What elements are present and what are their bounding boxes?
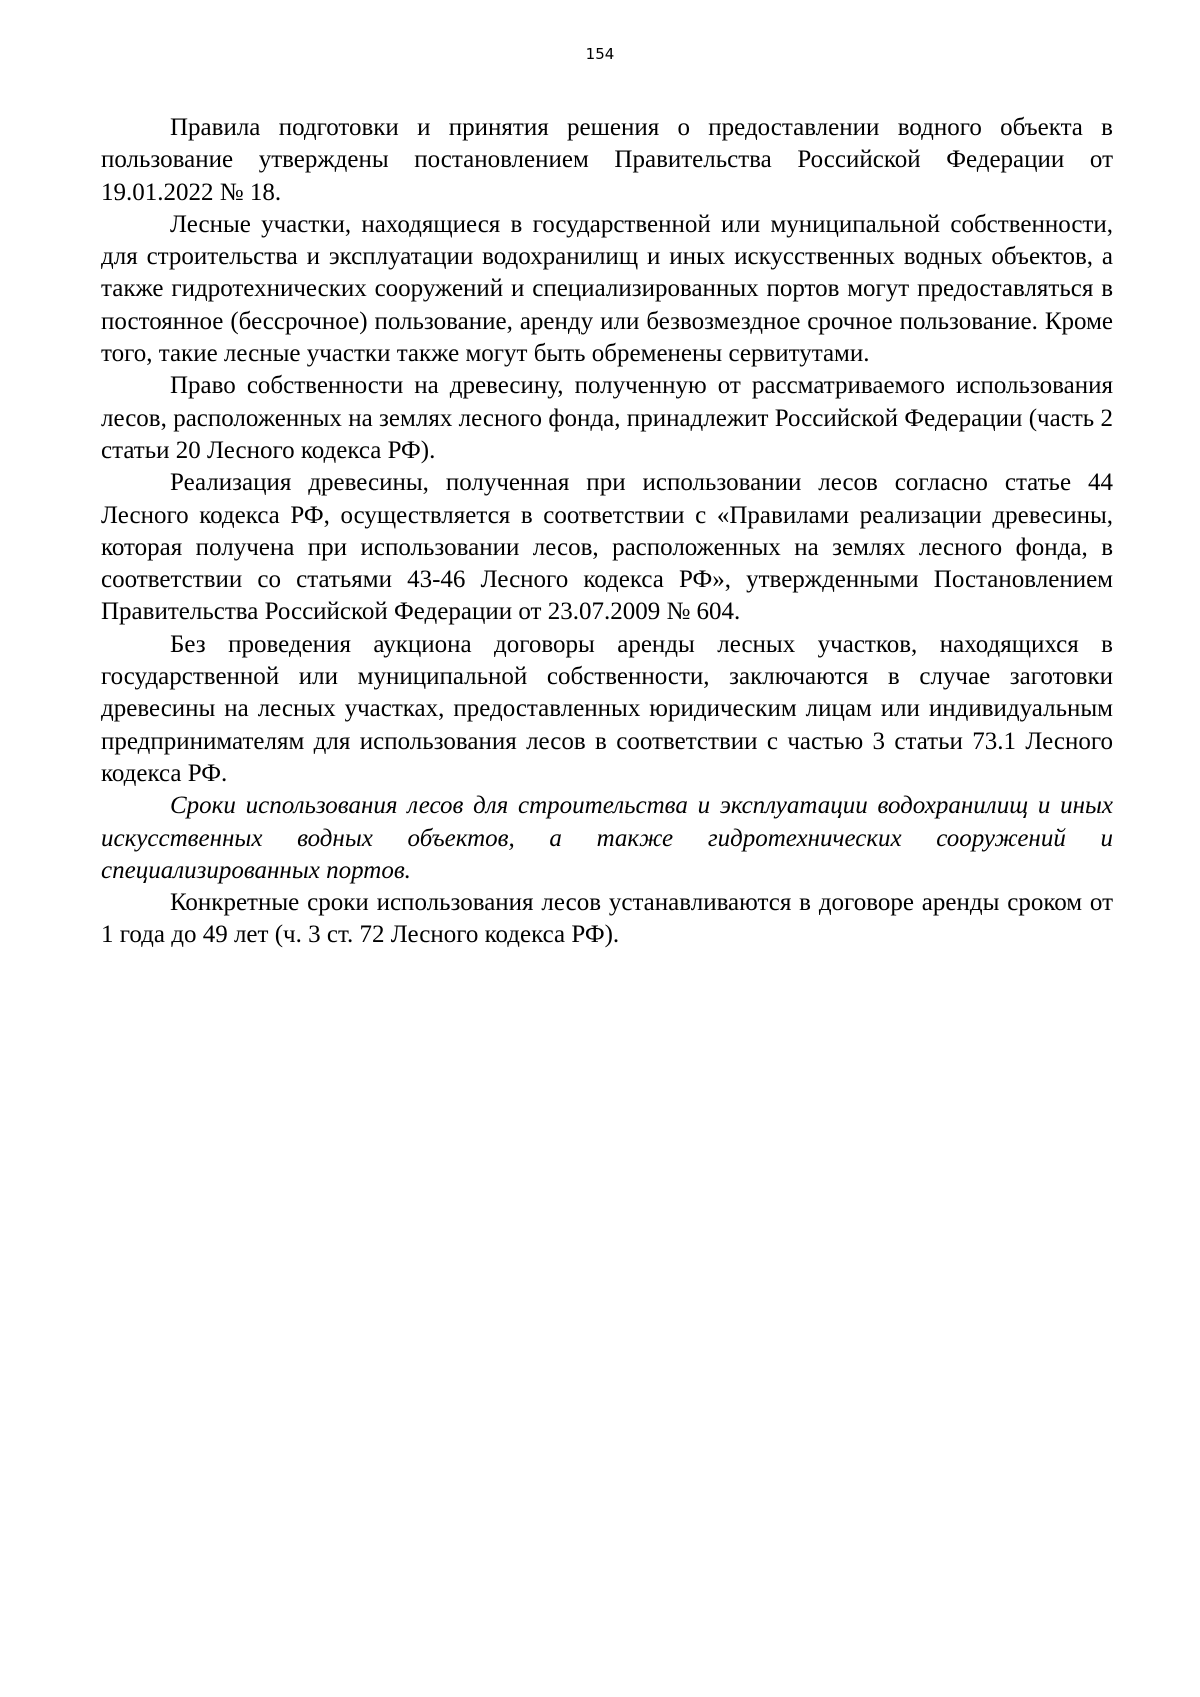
paragraph-lease-terms: Конкретные сроки использования лесов устанавливаются в договоре аренды сроком от 1 года до 49 лет (ч. 3 ст. 72 Лесного кодекса РФ). xyxy=(101,889,1113,949)
paragraph-usage-terms-heading: Сроки использования лесов для строительства и эксплуатации водохранилищ и иных искусственных водных объектов, а также гидротехнических сооружений и специализированных портов. xyxy=(101,792,1113,884)
paragraph-lease-without-auction: Без проведения аукциона договоры аренды лесных участков, находящихся в государственной или муниципальной собственности, заключаются в случае заготовки древесины на лесных участках, предоставленных юридическим лицам или индивидуальным предпринимателям для использования лесов в соответствии с частью 3 статьи 73.1 Лесного кодекса РФ. xyxy=(101,630,1113,787)
paragraph-forest-plots-provision: Лесные участки, находящиеся в государственной или муниципальной собственности, для строительства и эксплуатации водохранилищ и иных искусственных водных объектов, а также гидротехнических сооружений и специализированных портов могут предоставляться в постоянное (бессрочное) пользование, аренду или безвозмездное срочное пользование. Кроме того, такие лесные участки также могут быть обременены сервитутами. xyxy=(101,210,1113,368)
document-body xyxy=(101,112,1113,952)
paragraph-water-object-rules: Правила подготовки и принятия решения о предоставлении водного объекта в пользование утверждены постановлением Правительства Российской Федерации от 19.01.2022 № 18. xyxy=(101,114,1113,206)
page-number: 154 xyxy=(585,45,615,63)
paragraph-timber-ownership: Право собственности на древесину, полученную от рассматриваемого использования лесов, расположенных на землях лесного фонда, принадлежит Российской Федерации (часть 2 статьи 20 Лесного кодекса РФ). xyxy=(101,372,1113,464)
paragraph-timber-sale: Реализация древесины, полученная при использовании лесов согласно статье 44 Лесного кодекса РФ, осуществляется в соответствии с «Правилами реализации древесины, которая получена при использовании лесов, расположенных на землях лесного фонда, в соответствии со статьями 43-46 Лесного кодекса РФ», утвержденными Постановлением Правительства Российской Федерации от 23.07.2009 № 604. xyxy=(101,469,1113,626)
